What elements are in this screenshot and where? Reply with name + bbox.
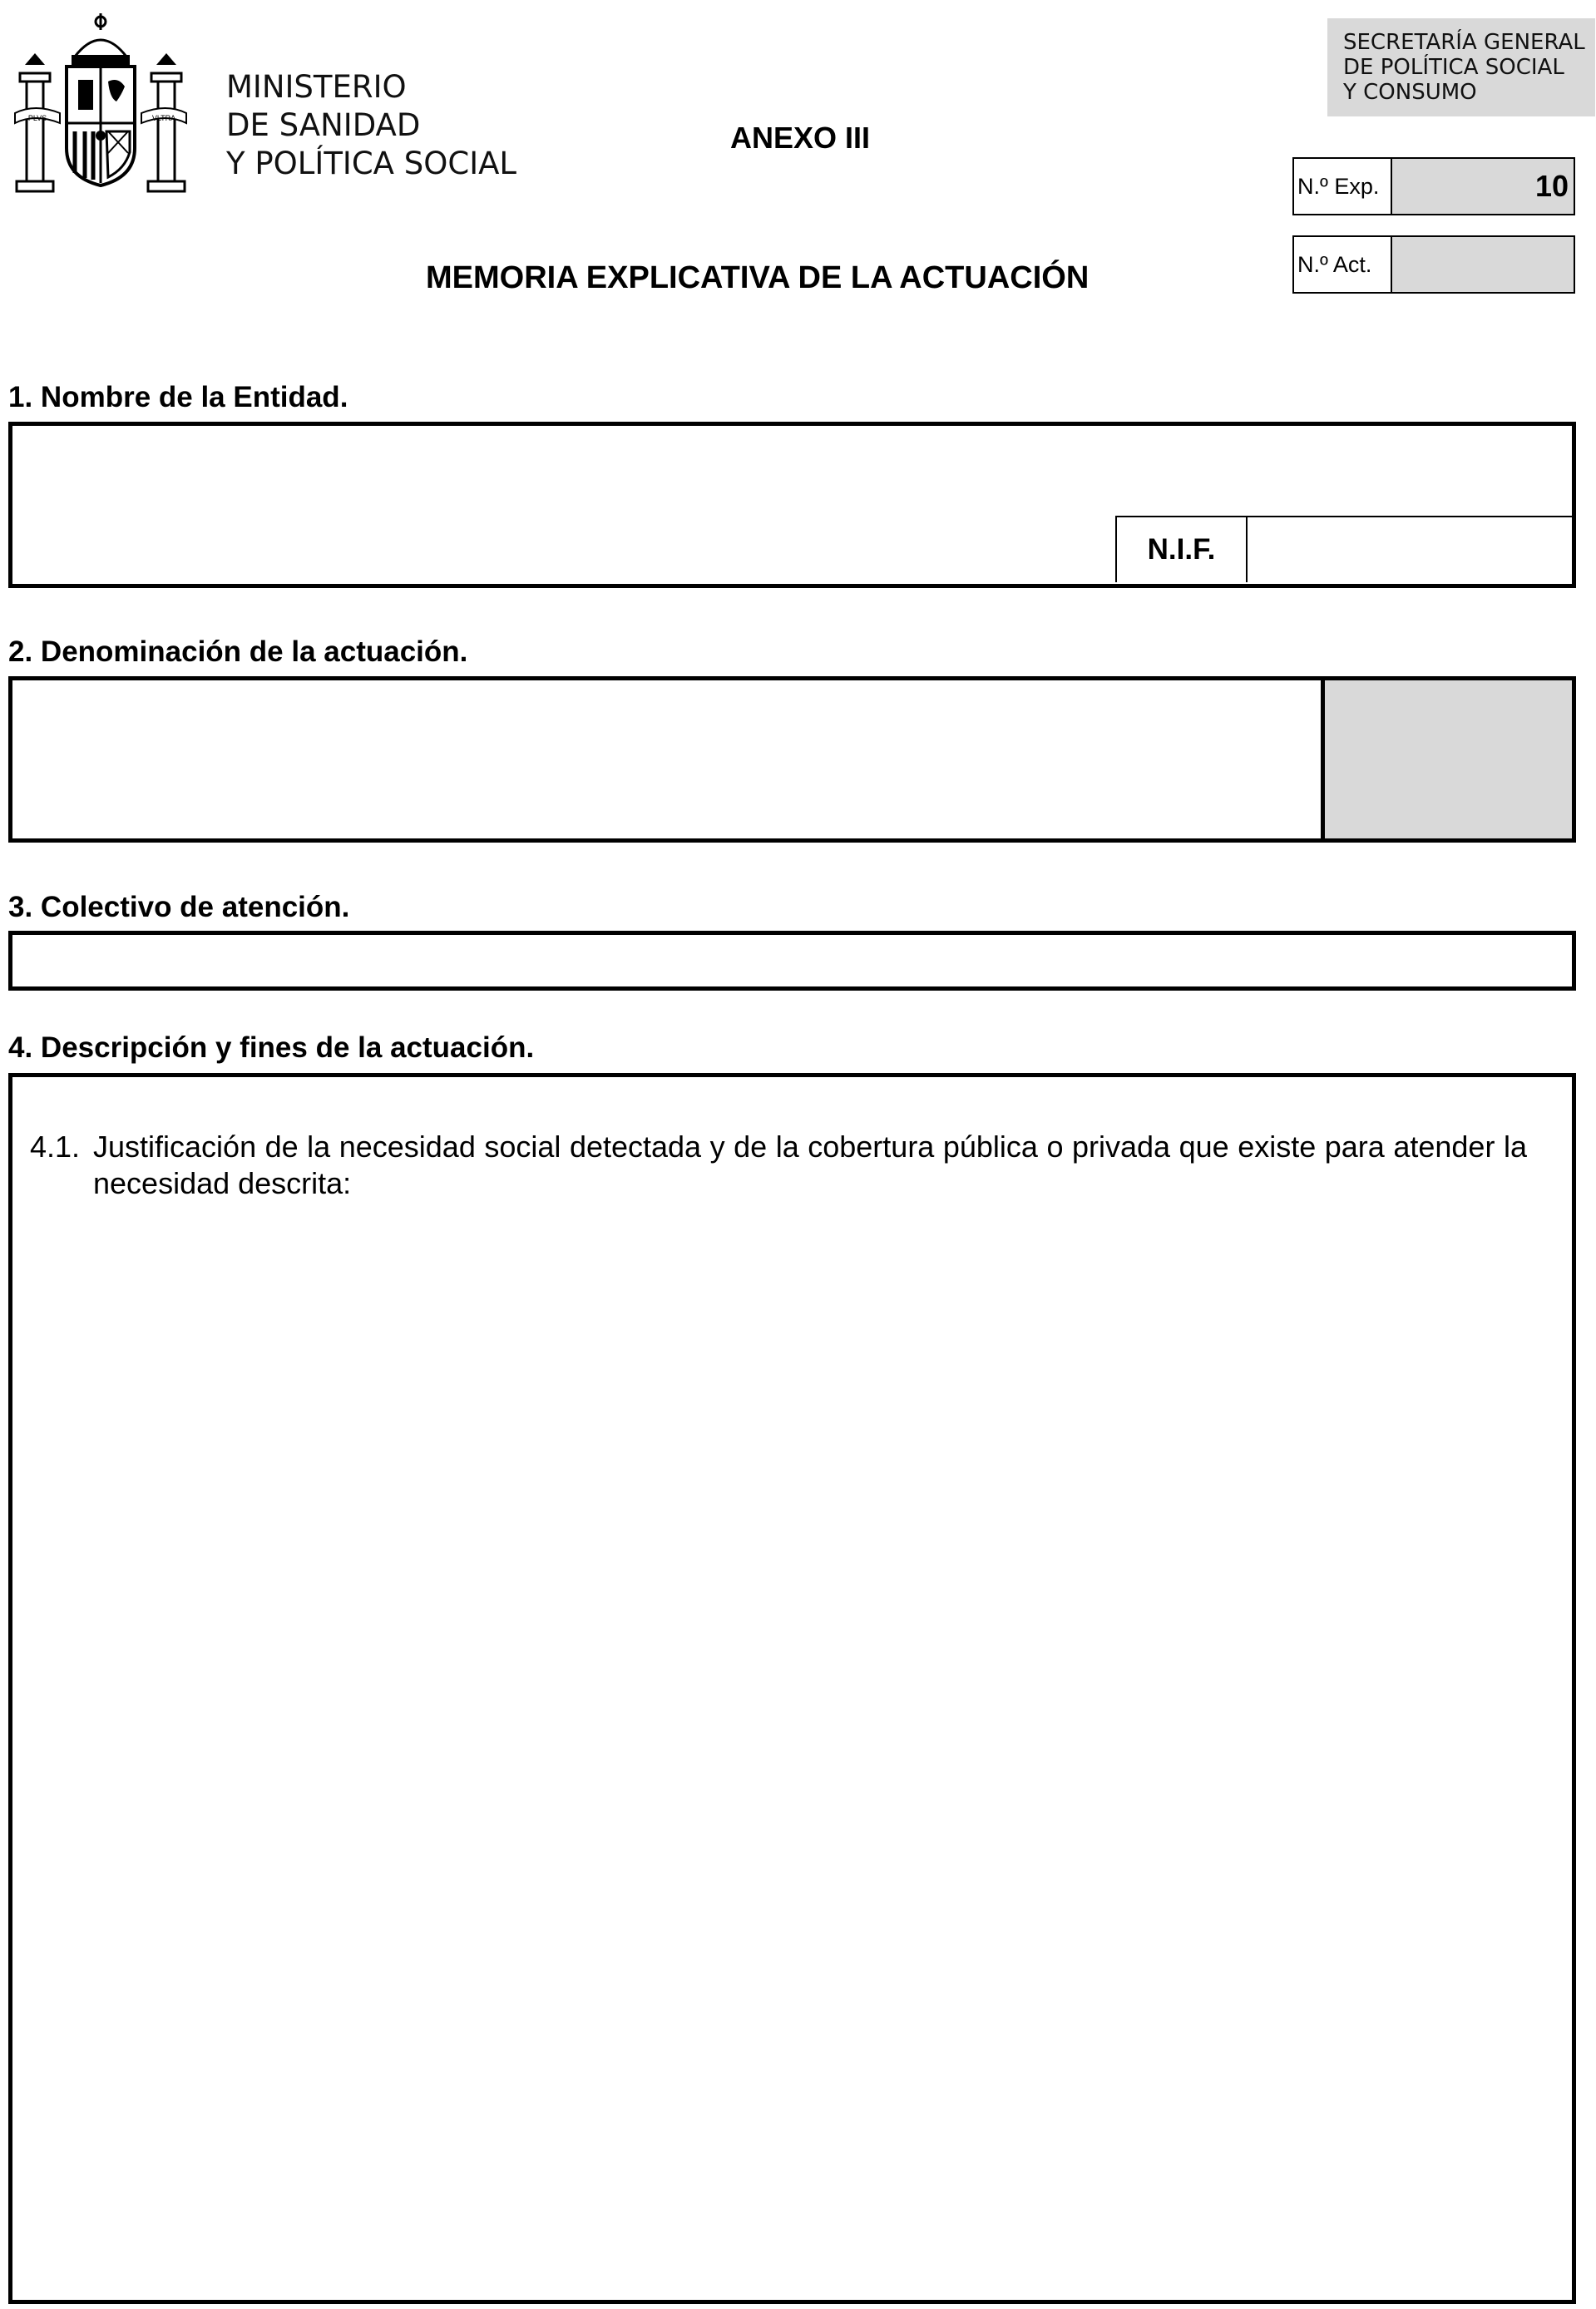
ministry-line-3: Y POLÍTICA SOCIAL <box>226 146 517 181</box>
entity-name-field[interactable] <box>8 422 1576 588</box>
act-number-box <box>1292 235 1575 294</box>
annex-title: ANEXO III <box>730 121 871 155</box>
section-3-title: 3. Colectivo de atención. <box>8 891 350 923</box>
section-1-title: 1. Nombre de la Entidad. <box>8 381 348 413</box>
exp-value-field[interactable]: 10 <box>1392 159 1574 214</box>
action-name-field[interactable] <box>8 676 1576 843</box>
svg-text:VLTRA: VLTRA <box>151 114 176 122</box>
target-group-field[interactable] <box>8 931 1576 991</box>
secretaria-line-1: SECRETARÍA GENERAL <box>1343 30 1585 55</box>
subsection-number: 4.1. <box>30 1130 81 1164</box>
svg-text:PLVS: PLVS <box>27 114 47 122</box>
coat-of-arms-logo <box>8 7 193 198</box>
section-2-title: 2. Denominación de la actuación. <box>8 635 468 668</box>
subsection-text: Justificación de la necesidad social detectada y de la cobertura pública o privada que existe para atender la necesidad descrita: <box>93 1130 1527 1200</box>
ministry-line-2: DE SANIDAD <box>226 107 421 143</box>
subsection-4-1 <box>30 1129 1527 1202</box>
exp-label: N.º Exp. <box>1294 159 1392 214</box>
action-code-field[interactable] <box>1321 680 1572 838</box>
section-4-title: 4. Descripción y fines de la actuación. <box>8 1031 535 1064</box>
ministry-line-1: MINISTERIO <box>226 69 407 105</box>
nif-label: N.I.F. <box>1115 516 1246 582</box>
secretaria-line-3: Y CONSUMO <box>1343 80 1477 105</box>
page-title: MEMORIA EXPLICATIVA DE LA ACTUACIÓN <box>426 260 1090 295</box>
description-field[interactable] <box>8 1073 1576 2304</box>
exp-number-box <box>1292 157 1575 215</box>
secretaria-line-2: DE POLÍTICA SOCIAL <box>1343 55 1564 80</box>
act-value-field[interactable] <box>1392 237 1574 292</box>
nif-field[interactable] <box>1246 516 1572 582</box>
act-label: N.º Act. <box>1294 237 1392 292</box>
